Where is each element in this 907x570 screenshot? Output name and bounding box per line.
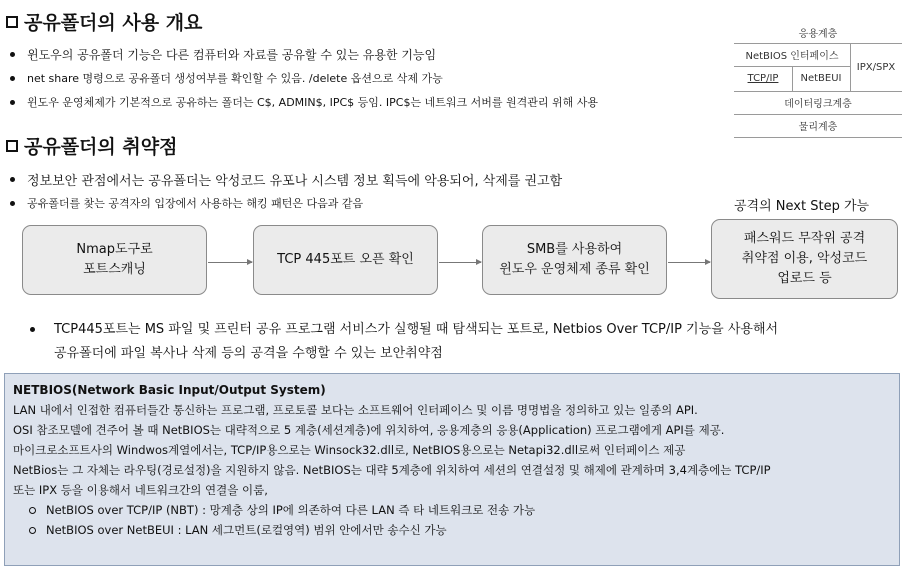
bullet-icon	[10, 100, 15, 105]
bullet-item: 정보보안 관점에서는 공유폴더는 악성코드 유포나 시스템 정보 획득에 악용되어, 삭제를 권고함	[10, 170, 562, 189]
divider	[734, 114, 902, 115]
bullet-icon	[10, 177, 15, 182]
tcp445-note	[30, 318, 890, 366]
bullet-icon	[10, 52, 15, 57]
divider	[734, 43, 902, 44]
next-step-label: 공격의 Next Step 가능	[734, 199, 870, 214]
divider	[734, 91, 902, 92]
netbios-sub-item: NetBIOS over NetBEUI : LAN 세그먼트(로컬영역) 범위 안에서만 송수신 가능	[13, 520, 891, 540]
osi-netbeui: NetBEUI	[800, 73, 842, 84]
divider	[734, 137, 902, 138]
netbios-line: 마이크로소프트사의 Windwos계열에서는, TCP/IP용으로는 Winsock32.dll로, NetBIOS용으로는 Netapi32.dll로써 인터페이스 제공	[13, 443, 686, 457]
osi-layer-table	[734, 21, 902, 159]
netbios-line: LAN 내에서 인접한 컴퓨터들간 통신하는 프로그램, 프로토콜 보다는 소프트웨어 인터페이스 및 이름 명명법을 정의하고 있는 일종의 API.	[13, 403, 698, 417]
divider	[850, 43, 851, 91]
bullet-icon	[10, 76, 15, 81]
circle-bullet-icon	[29, 507, 36, 514]
flow-step-os-detect: SMB를 사용하여 윈도우 운영체제 종류 확인	[482, 225, 667, 295]
osi-application-layer: 응용계층	[798, 28, 838, 40]
square-bullet-icon	[6, 140, 18, 152]
bullet-item: 윈도우 운영체제가 기본적으로 공유하는 폴더는 C$, ADMIN$, IPC$ 등임. IPC$는 네트워크 서버를 원격관리 위해 사용	[10, 94, 598, 110]
netbios-info-box	[4, 373, 900, 566]
flow-step-port-check: TCP 445포트 오픈 확인	[253, 225, 438, 295]
circle-bullet-icon	[29, 527, 36, 534]
bullet-icon	[10, 201, 15, 206]
osi-netbios-interface: NetBIOS 인터페이스	[745, 51, 839, 62]
section-title-vulnerability: 공유폴더의 취약점	[6, 132, 177, 159]
flow-step-port-scan: Nmap도구로 포트스캐닝	[22, 225, 207, 295]
netbios-title: NETBIOS(Network Basic Input/Output System)	[13, 383, 326, 397]
bullet-icon	[30, 327, 35, 332]
flow-arrow	[439, 262, 481, 263]
section-title-usage: 공유폴더의 사용 개요	[6, 8, 202, 35]
bullet-item: 윈도우의 공유폴더 기능은 다른 컴퓨터와 자료를 공유할 수 있는 유용한 기능임	[10, 46, 436, 63]
tcp445-note-line: TCP445포트는 MS 파일 및 프린터 공유 프로그램 서비스가 실행될 때 탐색되는 포트로, Netbios Over TCP/IP 기능을 사용해서	[54, 322, 779, 337]
square-bullet-icon	[6, 16, 18, 28]
netbios-sub-item: NetBIOS over TCP/IP (NBT) : 망계층 상의 IP에 의존하여 다른 LAN 즉 타 네트워크로 전송 가능	[13, 500, 891, 520]
netbios-line: OSI 참조모델에 견주어 볼 때 NetBIOS는 대략적으로 5 계층(세션계층)에 위치하여, 응용계층의 응용(Application) 프로그램에게 API를 제공.	[13, 423, 725, 437]
bullet-item: net share 명령으로 공유폴더 생성여부를 확인할 수 있음. /delete 옵션으로 삭제 가능	[10, 70, 443, 86]
osi-tcpip: TCP/IP	[747, 73, 779, 84]
netbios-line: 또는 IPX 등을 이용해서 네트워크간의 연결을 이룸,	[13, 483, 268, 497]
osi-physical-layer: 물리계층	[798, 122, 838, 133]
flow-arrow	[668, 262, 710, 263]
divider	[792, 66, 793, 91]
bullet-item: 공유폴더를 찾는 공격자의 입장에서 사용하는 해킹 패턴은 다음과 같음	[10, 195, 363, 211]
netbios-line: NetBios는 그 자체는 라우팅(경로설정)을 지원하지 않음. NetBIOS는 대략 5계층에 위치하여 세션의 연결설정 및 해제에 관계하며 3,4계층에는 TCP/IP	[13, 463, 771, 477]
osi-ipxspx: IPX/SPX	[856, 61, 896, 73]
tcp445-note-line: 공유폴더에 파일 복사나 삭제 등의 공격을 수행할 수 있는 보안취약점	[54, 346, 443, 361]
flow-arrow	[208, 262, 252, 263]
osi-datalink-layer: 데이터링크계층	[784, 99, 852, 110]
flow-step-attack: 패스워드 무작위 공격 취약점 이용, 악성코드 업로드 등	[711, 219, 898, 299]
